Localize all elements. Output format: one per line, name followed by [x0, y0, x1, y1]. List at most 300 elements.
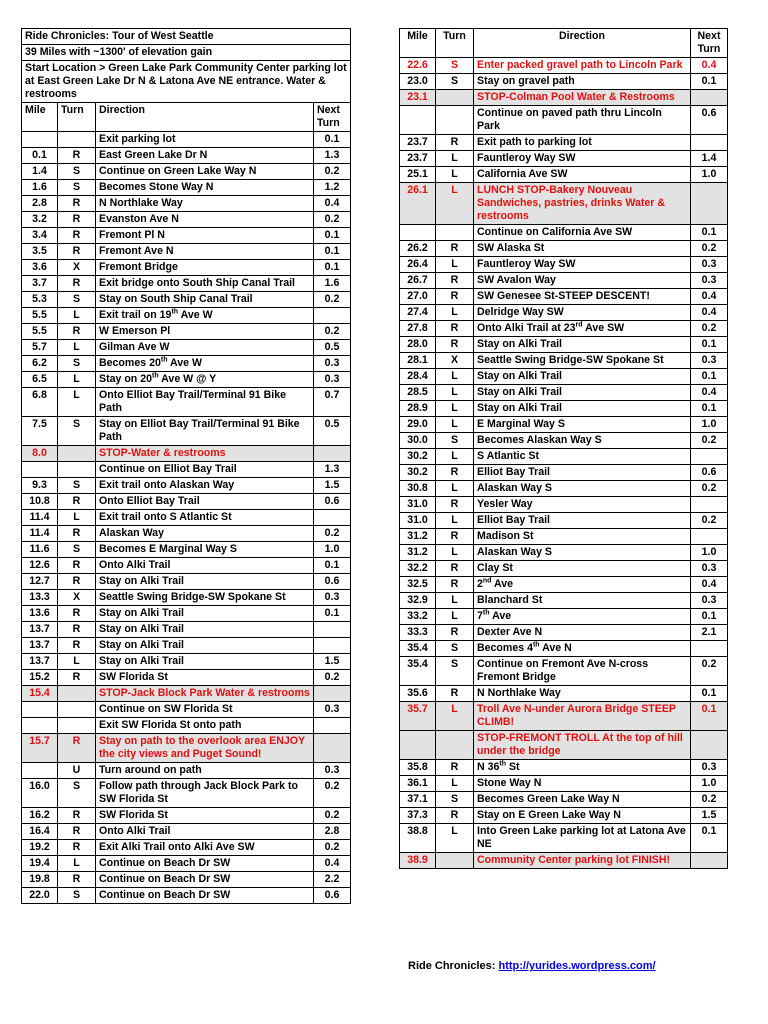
direction-cell: Seattle Swing Bridge-SW Spokane St	[474, 353, 691, 369]
start-row	[22, 61, 351, 103]
turn-cell: S	[436, 58, 474, 74]
mile-cell: 32.5	[400, 577, 436, 593]
direction-cell: Community Center parking lot FINISH!	[474, 853, 691, 869]
mile-cell: 19.4	[22, 856, 58, 872]
next-turn-cell: 0.6	[314, 574, 351, 590]
turn-cell: L	[436, 776, 474, 792]
cue-row	[400, 776, 728, 792]
mile-cell: 16.2	[22, 808, 58, 824]
mile-cell: 13.7	[22, 654, 58, 670]
mile-cell: 5.5	[22, 324, 58, 340]
next-turn-cell: 0.1	[314, 132, 351, 148]
cue-row	[22, 478, 351, 494]
cue-row	[400, 401, 728, 417]
mile-cell: 30.0	[400, 433, 436, 449]
mile-cell: 22.0	[22, 888, 58, 904]
direction-cell: Exit Alki Trail onto Alki Ave SW	[96, 840, 314, 856]
direction-cell: Dexter Ave N	[474, 625, 691, 641]
mile-cell: 3.7	[22, 276, 58, 292]
turn-cell: X	[58, 260, 96, 276]
direction-cell: Exit trail onto S Atlantic St	[96, 510, 314, 526]
direction-cell: Continue on Beach Dr SW	[96, 872, 314, 888]
next-turn-cell	[691, 90, 728, 106]
turn-cell: R	[58, 606, 96, 622]
mile-cell: 19.8	[22, 872, 58, 888]
direction-cell: SW Alaska St	[474, 241, 691, 257]
direction-cell: California Ave SW	[474, 167, 691, 183]
mile-cell: 0.1	[22, 148, 58, 164]
direction-cell: Enter packed gravel path to Lincoln Park	[474, 58, 691, 74]
direction-cell: Onto Alki Trail at 23rd Ave SW	[474, 321, 691, 337]
cue-row	[400, 625, 728, 641]
next-turn-cell: 0.4	[314, 196, 351, 212]
direction-cell: Exit SW Florida St onto path	[96, 718, 314, 734]
cue-row	[22, 654, 351, 670]
direction-cell: Stay on Alki Trail	[96, 622, 314, 638]
cue-row	[400, 337, 728, 353]
col-next: Next Turn	[314, 103, 351, 132]
mile-cell: 35.7	[400, 702, 436, 731]
turn-cell	[58, 462, 96, 478]
direction-cell: Becomes 4th Ave N	[474, 641, 691, 657]
next-turn-cell: 1.5	[314, 654, 351, 670]
direction-cell: Onto Elliot Bay Trail/Terminal 91 Bike Path	[96, 388, 314, 417]
mile-cell: 29.0	[400, 417, 436, 433]
cue-row	[400, 824, 728, 853]
mile-cell: 3.4	[22, 228, 58, 244]
next-turn-cell: 1.3	[314, 148, 351, 164]
mile-cell: 27.0	[400, 289, 436, 305]
direction-cell: Stay on Alki Trail	[96, 574, 314, 590]
mile-cell: 35.4	[400, 641, 436, 657]
turn-cell: L	[436, 545, 474, 561]
cue-row	[400, 58, 728, 74]
cue-row	[400, 465, 728, 481]
cue-row	[400, 433, 728, 449]
cue-row	[22, 856, 351, 872]
col-direction: Direction	[96, 103, 314, 132]
next-turn-cell: 0.1	[314, 228, 351, 244]
column-header-row	[400, 29, 728, 58]
mile-cell	[22, 132, 58, 148]
next-turn-cell: 0.1	[314, 244, 351, 260]
cue-row	[22, 763, 351, 779]
next-turn-cell: 0.1	[691, 225, 728, 241]
turn-cell: R	[436, 321, 474, 337]
next-turn-cell: 0.3	[691, 561, 728, 577]
cue-row	[400, 545, 728, 561]
turn-cell: R	[58, 734, 96, 763]
turn-cell: R	[58, 276, 96, 292]
turn-cell: X	[436, 353, 474, 369]
next-turn-cell: 1.6	[314, 276, 351, 292]
turn-cell	[436, 731, 474, 760]
turn-cell	[436, 225, 474, 241]
cue-row	[22, 558, 351, 574]
cue-row	[22, 510, 351, 526]
cue-row	[22, 686, 351, 702]
mile-cell: 15.7	[22, 734, 58, 763]
direction-cell: Troll Ave N-under Aurora Bridge STEEP CLIMB!	[474, 702, 691, 731]
turn-cell: R	[436, 289, 474, 305]
turn-cell: L	[436, 609, 474, 625]
cue-row	[400, 702, 728, 731]
direction-cell: Blanchard St	[474, 593, 691, 609]
direction-cell: Stay on E Green Lake Way N	[474, 808, 691, 824]
turn-cell: L	[58, 340, 96, 356]
mile-cell: 25.1	[400, 167, 436, 183]
direction-cell: Continue on California Ave SW	[474, 225, 691, 241]
turn-cell	[436, 90, 474, 106]
cue-row	[22, 542, 351, 558]
turn-cell: L	[58, 308, 96, 324]
direction-cell: Stay on Alki Trail	[474, 337, 691, 353]
mile-cell: 32.2	[400, 561, 436, 577]
turn-cell	[58, 446, 96, 462]
mile-cell: 1.6	[22, 180, 58, 196]
next-turn-cell	[314, 308, 351, 324]
next-turn-cell: 0.2	[691, 321, 728, 337]
cue-row	[22, 888, 351, 904]
next-turn-cell: 0.2	[314, 164, 351, 180]
mile-cell: 31.0	[400, 513, 436, 529]
next-turn-cell: 0.3	[314, 356, 351, 372]
next-turn-cell	[691, 529, 728, 545]
cue-row	[400, 241, 728, 257]
next-turn-cell	[314, 686, 351, 702]
turn-cell	[58, 686, 96, 702]
direction-cell: Continue on Fremont Ave N-cross Fremont Bridge	[474, 657, 691, 686]
direction-cell: Exit bridge onto South Ship Canal Trail	[96, 276, 314, 292]
cue-row	[400, 481, 728, 497]
mile-cell: 23.1	[400, 90, 436, 106]
turn-cell: L	[58, 372, 96, 388]
cue-row	[400, 167, 728, 183]
direction-cell: Yesler Way	[474, 497, 691, 513]
turn-cell: R	[58, 824, 96, 840]
turn-cell: S	[436, 792, 474, 808]
next-turn-cell: 0.6	[314, 888, 351, 904]
cue-row	[400, 760, 728, 776]
turn-cell: S	[436, 433, 474, 449]
cue-row	[22, 276, 351, 292]
mile-cell: 35.6	[400, 686, 436, 702]
cue-row	[22, 260, 351, 276]
next-turn-cell: 0.1	[691, 369, 728, 385]
cue-row	[22, 356, 351, 372]
direction-cell: E Marginal Way S	[474, 417, 691, 433]
cue-row	[400, 561, 728, 577]
turn-cell: R	[436, 273, 474, 289]
cue-row	[22, 196, 351, 212]
turn-cell	[436, 106, 474, 135]
next-turn-cell: 0.2	[314, 212, 351, 228]
mile-cell	[22, 718, 58, 734]
col-mile: Mile	[22, 103, 58, 132]
turn-cell: R	[58, 148, 96, 164]
turn-cell: R	[58, 622, 96, 638]
mile-cell: 13.3	[22, 590, 58, 606]
cue-row	[400, 609, 728, 625]
direction-cell: Becomes Alaskan Way S	[474, 433, 691, 449]
cue-row	[400, 449, 728, 465]
turn-cell: S	[58, 164, 96, 180]
cue-row	[400, 529, 728, 545]
cue-row	[22, 840, 351, 856]
mile-cell: 28.0	[400, 337, 436, 353]
direction-cell: STOP-Jack Block Park Water & restrooms	[96, 686, 314, 702]
mile-cell: 13.6	[22, 606, 58, 622]
mile-cell: 16.0	[22, 779, 58, 808]
direction-cell: Exit trail onto Alaskan Way	[96, 478, 314, 494]
mile-cell	[400, 106, 436, 135]
mile-cell: 26.1	[400, 183, 436, 225]
next-turn-cell: 0.3	[691, 593, 728, 609]
start-location: Start Location > Green Lake Park Community Center parking lot at East Green Lake Dr N & Latona Ave NE entrance. Water & restrooms	[22, 61, 351, 103]
direction-cell: Exit path to parking lot	[474, 135, 691, 151]
cue-row	[400, 135, 728, 151]
mile-cell: 3.5	[22, 244, 58, 260]
direction-cell: SW Genesee St-STEEP DESCENT!	[474, 289, 691, 305]
next-turn-cell: 1.0	[691, 167, 728, 183]
turn-cell: L	[436, 305, 474, 321]
mile-cell: 22.6	[400, 58, 436, 74]
direction-cell: Alaskan Way S	[474, 545, 691, 561]
direction-cell: Stay on Alki Trail	[96, 638, 314, 654]
cue-row	[22, 148, 351, 164]
turn-cell: R	[436, 497, 474, 513]
cue-row	[22, 340, 351, 356]
turn-cell: R	[58, 494, 96, 510]
next-turn-cell: 0.1	[691, 824, 728, 853]
direction-cell: SW Florida St	[96, 808, 314, 824]
turn-cell: L	[436, 257, 474, 273]
direction-cell: SW Avalon Way	[474, 273, 691, 289]
turn-cell: S	[436, 657, 474, 686]
turn-cell: L	[436, 481, 474, 497]
next-turn-cell: 0.2	[314, 670, 351, 686]
next-turn-cell: 0.1	[691, 401, 728, 417]
cue-row	[22, 132, 351, 148]
cue-row	[400, 225, 728, 241]
direction-cell: Stay on Alki Trail	[474, 401, 691, 417]
turn-cell: L	[436, 385, 474, 401]
next-turn-cell: 0.4	[691, 385, 728, 401]
direction-cell: Stay on Elliot Bay Trail/Terminal 91 Bike Path	[96, 417, 314, 446]
cue-row	[400, 641, 728, 657]
direction-cell: Continue on Beach Dr SW	[96, 888, 314, 904]
next-turn-cell: 2.8	[314, 824, 351, 840]
direction-cell: Clay St	[474, 561, 691, 577]
direction-cell: Continue on Green Lake Way N	[96, 164, 314, 180]
turn-cell: L	[436, 449, 474, 465]
direction-cell: Alaskan Way	[96, 526, 314, 542]
cue-row	[22, 872, 351, 888]
next-turn-cell	[691, 183, 728, 225]
cue-row	[22, 526, 351, 542]
direction-cell: Exit parking lot	[96, 132, 314, 148]
direction-cell: STOP-FREMONT TROLL At the top of hill under the bridge	[474, 731, 691, 760]
next-turn-cell	[314, 734, 351, 763]
turn-cell: R	[436, 760, 474, 776]
turn-cell: S	[436, 74, 474, 90]
next-turn-cell: 0.1	[314, 606, 351, 622]
mile-cell: 26.7	[400, 273, 436, 289]
turn-cell: R	[436, 808, 474, 824]
turn-cell: R	[58, 808, 96, 824]
next-turn-cell: 1.2	[314, 180, 351, 196]
next-turn-cell	[691, 497, 728, 513]
turn-cell: S	[58, 888, 96, 904]
direction-cell: Stay on gravel path	[474, 74, 691, 90]
mile-cell: 28.5	[400, 385, 436, 401]
cue-row	[22, 446, 351, 462]
turn-cell: L	[58, 654, 96, 670]
mile-cell: 6.8	[22, 388, 58, 417]
direction-cell: Into Green Lake parking lot at Latona Ave NE	[474, 824, 691, 853]
direction-cell: Stay on South Ship Canal Trail	[96, 292, 314, 308]
mile-cell: 27.4	[400, 305, 436, 321]
next-turn-cell: 0.2	[691, 241, 728, 257]
cue-row	[22, 574, 351, 590]
direction-cell: Follow path through Jack Block Park to SW Florida St	[96, 779, 314, 808]
next-turn-cell: 0.6	[691, 465, 728, 481]
cue-row	[22, 622, 351, 638]
turn-cell: R	[58, 558, 96, 574]
mile-cell	[400, 225, 436, 241]
mile-cell: 36.1	[400, 776, 436, 792]
turn-cell: R	[58, 244, 96, 260]
col-turn: Turn	[436, 29, 474, 58]
turn-cell: L	[436, 183, 474, 225]
direction-cell: Onto Alki Trail	[96, 824, 314, 840]
direction-cell: STOP-Colman Pool Water & Restrooms	[474, 90, 691, 106]
turn-cell: R	[58, 872, 96, 888]
mile-cell: 15.2	[22, 670, 58, 686]
mile-cell: 26.4	[400, 257, 436, 273]
next-turn-cell	[314, 446, 351, 462]
next-turn-cell: 0.1	[314, 558, 351, 574]
direction-cell: Gilman Ave W	[96, 340, 314, 356]
mile-cell: 13.7	[22, 638, 58, 654]
next-turn-cell: 1.0	[314, 542, 351, 558]
next-turn-cell: 0.2	[314, 292, 351, 308]
next-turn-cell: 0.1	[691, 74, 728, 90]
direction-cell: Stay on Alki Trail	[474, 385, 691, 401]
next-turn-cell: 0.3	[314, 590, 351, 606]
turn-cell: X	[58, 590, 96, 606]
direction-cell: Fauntleroy Way SW	[474, 257, 691, 273]
direction-cell: Becomes E Marginal Way S	[96, 542, 314, 558]
mile-cell: 30.8	[400, 481, 436, 497]
col-mile: Mile	[400, 29, 436, 58]
cue-row	[22, 324, 351, 340]
cue-row	[400, 321, 728, 337]
mile-cell: 35.4	[400, 657, 436, 686]
cue-row	[400, 513, 728, 529]
turn-cell: L	[436, 369, 474, 385]
next-turn-cell: 0.3	[314, 372, 351, 388]
cue-row	[22, 494, 351, 510]
turn-cell: L	[436, 824, 474, 853]
direction-cell: Turn around on path	[96, 763, 314, 779]
direction-cell: Alaskan Way S	[474, 481, 691, 497]
next-turn-cell: 0.2	[691, 657, 728, 686]
next-turn-cell	[314, 510, 351, 526]
turn-cell: L	[58, 388, 96, 417]
mile-cell: 30.2	[400, 449, 436, 465]
cue-row	[400, 853, 728, 869]
turn-cell: L	[58, 510, 96, 526]
turn-cell: R	[436, 135, 474, 151]
mile-cell: 11.4	[22, 526, 58, 542]
mile-cell: 31.2	[400, 545, 436, 561]
next-turn-cell: 0.3	[314, 763, 351, 779]
mile-cell: 15.4	[22, 686, 58, 702]
cue-row	[22, 212, 351, 228]
direction-cell: W Emerson Pl	[96, 324, 314, 340]
turn-cell: L	[436, 702, 474, 731]
ride-stats: 39 Miles with ~1300' of elevation gain	[22, 45, 351, 61]
next-turn-cell: 1.0	[691, 776, 728, 792]
cue-row	[400, 74, 728, 90]
stats-row	[22, 45, 351, 61]
cue-row	[22, 372, 351, 388]
next-turn-cell: 0.1	[691, 337, 728, 353]
blog-link[interactable]: http://yurides.wordpress.com/	[498, 960, 656, 972]
turn-cell: R	[436, 337, 474, 353]
direction-cell: N Northlake Way	[474, 686, 691, 702]
direction-cell: Stay on path to the overlook area ENJOY the city views and Puget Sound!	[96, 734, 314, 763]
ride-title: Ride Chronicles: Tour of West Seattle	[22, 29, 351, 45]
direction-cell: N 36th St	[474, 760, 691, 776]
mile-cell: 7.5	[22, 417, 58, 446]
turn-cell: R	[436, 529, 474, 545]
cue-row	[400, 385, 728, 401]
turn-cell: U	[58, 763, 96, 779]
next-turn-cell: 1.5	[314, 478, 351, 494]
mile-cell: 16.4	[22, 824, 58, 840]
mile-cell: 26.2	[400, 241, 436, 257]
turn-cell: S	[58, 417, 96, 446]
direction-cell: Stay on 20th Ave W @ Y	[96, 372, 314, 388]
cue-row	[22, 779, 351, 808]
cue-row	[22, 718, 351, 734]
mile-cell: 5.3	[22, 292, 58, 308]
cue-row	[22, 590, 351, 606]
turn-cell: S	[58, 542, 96, 558]
mile-cell: 19.2	[22, 840, 58, 856]
cue-row	[22, 388, 351, 417]
mile-cell: 3.2	[22, 212, 58, 228]
next-turn-cell: 0.5	[314, 417, 351, 446]
direction-cell: Onto Elliot Bay Trail	[96, 494, 314, 510]
turn-cell: R	[58, 840, 96, 856]
next-turn-cell	[691, 135, 728, 151]
mile-cell: 33.3	[400, 625, 436, 641]
next-turn-cell	[691, 641, 728, 657]
mile-cell: 1.4	[22, 164, 58, 180]
direction-cell: Stay on Alki Trail	[96, 654, 314, 670]
next-turn-cell	[314, 718, 351, 734]
mile-cell: 11.6	[22, 542, 58, 558]
next-turn-cell: 0.4	[691, 289, 728, 305]
next-turn-cell: 0.2	[314, 324, 351, 340]
turn-cell: L	[58, 856, 96, 872]
mile-cell: 11.4	[22, 510, 58, 526]
next-turn-cell: 0.2	[691, 792, 728, 808]
turn-cell: L	[436, 593, 474, 609]
